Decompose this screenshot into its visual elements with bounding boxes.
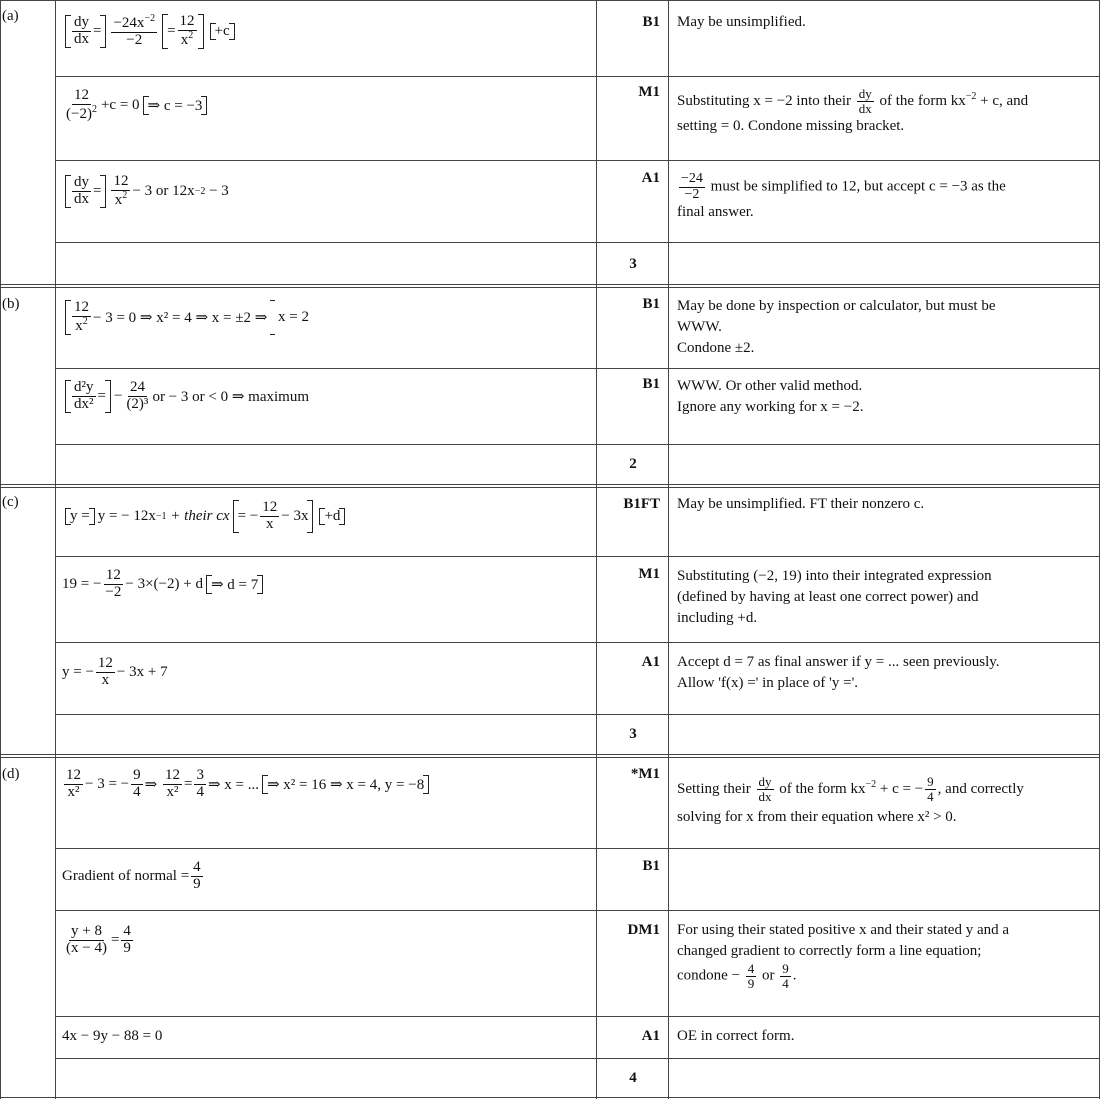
guidance-c-2: Substituting (−2, 19) into their integrated expression (defined by having at least one correct power) and including +d. <box>677 568 992 626</box>
mark-d-4: A1 <box>641 1028 660 1044</box>
column-divider-answer <box>596 0 597 1099</box>
row-divider <box>55 642 1100 643</box>
guidance-a-3: $\frac{-24}{-2}$ must be simplified to 12, but accept c = −3 as the final answer. <box>677 171 1006 221</box>
mark-a-3: A1 <box>641 170 660 186</box>
answer-b-2: $\frac{\text{d²y}}{\text{dx²}}$ = − $\frac{24}{\text{(2)³}}$ or − 3 or < 0 ⇒ maximum <box>62 380 309 413</box>
row-divider <box>55 444 1100 445</box>
mark-d-3: DM1 <box>627 922 660 938</box>
section-divider <box>0 484 1100 488</box>
answer-b-1: $\frac{12}{x^2}$ − 3 = 0 ⇒ x² = 4 ⇒ x = ±2 ⇒ x = 2 <box>62 300 309 335</box>
total-d: 4 <box>629 1070 637 1086</box>
answer-a-1: $\frac{dy}{dx}$ = $\frac{-24x^{-2}}{-2}$ = $\frac{12}{x^2}$ +c <box>62 14 238 49</box>
row-divider <box>55 714 1100 715</box>
guidance-d-1: Setting their $\frac{dy}{dx}$ of the form $kx^{-2} + c$ = − $\frac{9}{4}$ , and correctly solving for x from their equation where x² > 0. <box>677 774 1024 825</box>
column-divider-part <box>55 0 56 1099</box>
guidance-a-2: Substituting x = −2 into their $\frac{dy}{dx}$ of the form $kx^{-2} + c$, and setting = 0. Condone missing bracket. <box>677 86 1029 134</box>
answer-c-3: y = − $\frac{12}{x}$ − 3x + 7 <box>62 655 168 688</box>
answer-d-4: 4x − 9y − 88 = 0 <box>62 1028 163 1044</box>
answer-a-2: $\frac{12}{(-2)^2}$ +c = 0 ⇒ c = −3 <box>62 88 210 123</box>
guidance-b-2: WWW. Or other valid method. Ignore any working for x = −2. <box>677 378 864 415</box>
mark-c-1: B1FT <box>623 496 660 512</box>
row-divider <box>55 910 1100 911</box>
table-border-left <box>0 0 1 1099</box>
row-divider <box>55 368 1100 369</box>
part-label-d: (d) <box>2 766 20 782</box>
row-divider <box>55 1016 1100 1017</box>
mark-d-2: B1 <box>642 858 660 874</box>
guidance-c-3: Accept d = 7 as final answer if y = ... seen previously. Allow 'f(x) =' in place of 'y ='. <box>677 654 1000 691</box>
part-label-a: (a) <box>2 8 19 24</box>
row-divider <box>55 556 1100 557</box>
mark-c-2: M1 <box>638 566 660 582</box>
row-divider <box>0 0 1100 1</box>
row-divider <box>55 160 1100 161</box>
row-divider <box>55 1058 1100 1059</box>
guidance-b-1: May be done by inspection or calculator, but must be WWW. Condone ±2. <box>677 298 996 356</box>
table-border-bottom <box>0 1097 1100 1098</box>
guidance-a-1: May be unsimplified. <box>677 14 806 30</box>
answer-a-3: $\frac{dy}{dx}$ = $\frac{12}{x^2}$ − 3 or 12x −2 − 3 <box>62 174 229 209</box>
section-divider <box>0 284 1100 288</box>
mark-a-1: B1 <box>642 14 660 30</box>
row-divider <box>55 848 1100 849</box>
total-b: 2 <box>629 456 637 472</box>
total-a: 3 <box>629 256 637 272</box>
answer-d-3: $\frac{y + 8}{(x - 4)}$ = $\frac{4}{9}$ <box>66 923 131 956</box>
mark-c-3: A1 <box>641 654 660 670</box>
answer-d-2: Gradient of normal = $\frac{4}{9}$ <box>62 859 201 892</box>
answer-c-2: 19 = − $\frac{12}{-2}$ − 3×(−2) + d ⇒ d = 7 <box>62 568 266 601</box>
part-label-c: (c) <box>2 494 19 510</box>
column-divider-marks <box>668 0 669 1099</box>
row-divider <box>55 76 1100 77</box>
guidance-d-4: OE in correct form. <box>677 1028 795 1044</box>
mark-a-2: M1 <box>638 84 660 100</box>
mark-d-1: *M1 <box>630 766 660 782</box>
answer-c-1: y = y = − 12x −1 + their cx = − $\frac{12}{x}$ − 3x +d <box>62 500 348 533</box>
mark-b-1: B1 <box>642 296 660 312</box>
answer-d-1: $\frac{12}{\text{x²}}$ − 3 = − $\frac{9}{4}$ ⇒ $\frac{12}{\text{x²}}$ = $\frac{3}{4}$ ⇒ x = ... ⇒ x² = 16 ⇒ x = 4, y = −8 <box>62 768 432 801</box>
part-label-b: (b) <box>2 296 20 312</box>
section-divider <box>0 754 1100 758</box>
row-divider <box>55 242 1100 243</box>
mark-b-2: B1 <box>642 376 660 392</box>
guidance-c-1: May be unsimplified. FT their nonzero c. <box>677 496 925 512</box>
total-c: 3 <box>629 726 637 742</box>
guidance-d-3: For using their stated positive x and their stated y and a changed gradient to correctly form a line equation; condone − $\frac{4}{9}$ or $\frac{9}{4}$ . <box>677 922 1010 991</box>
